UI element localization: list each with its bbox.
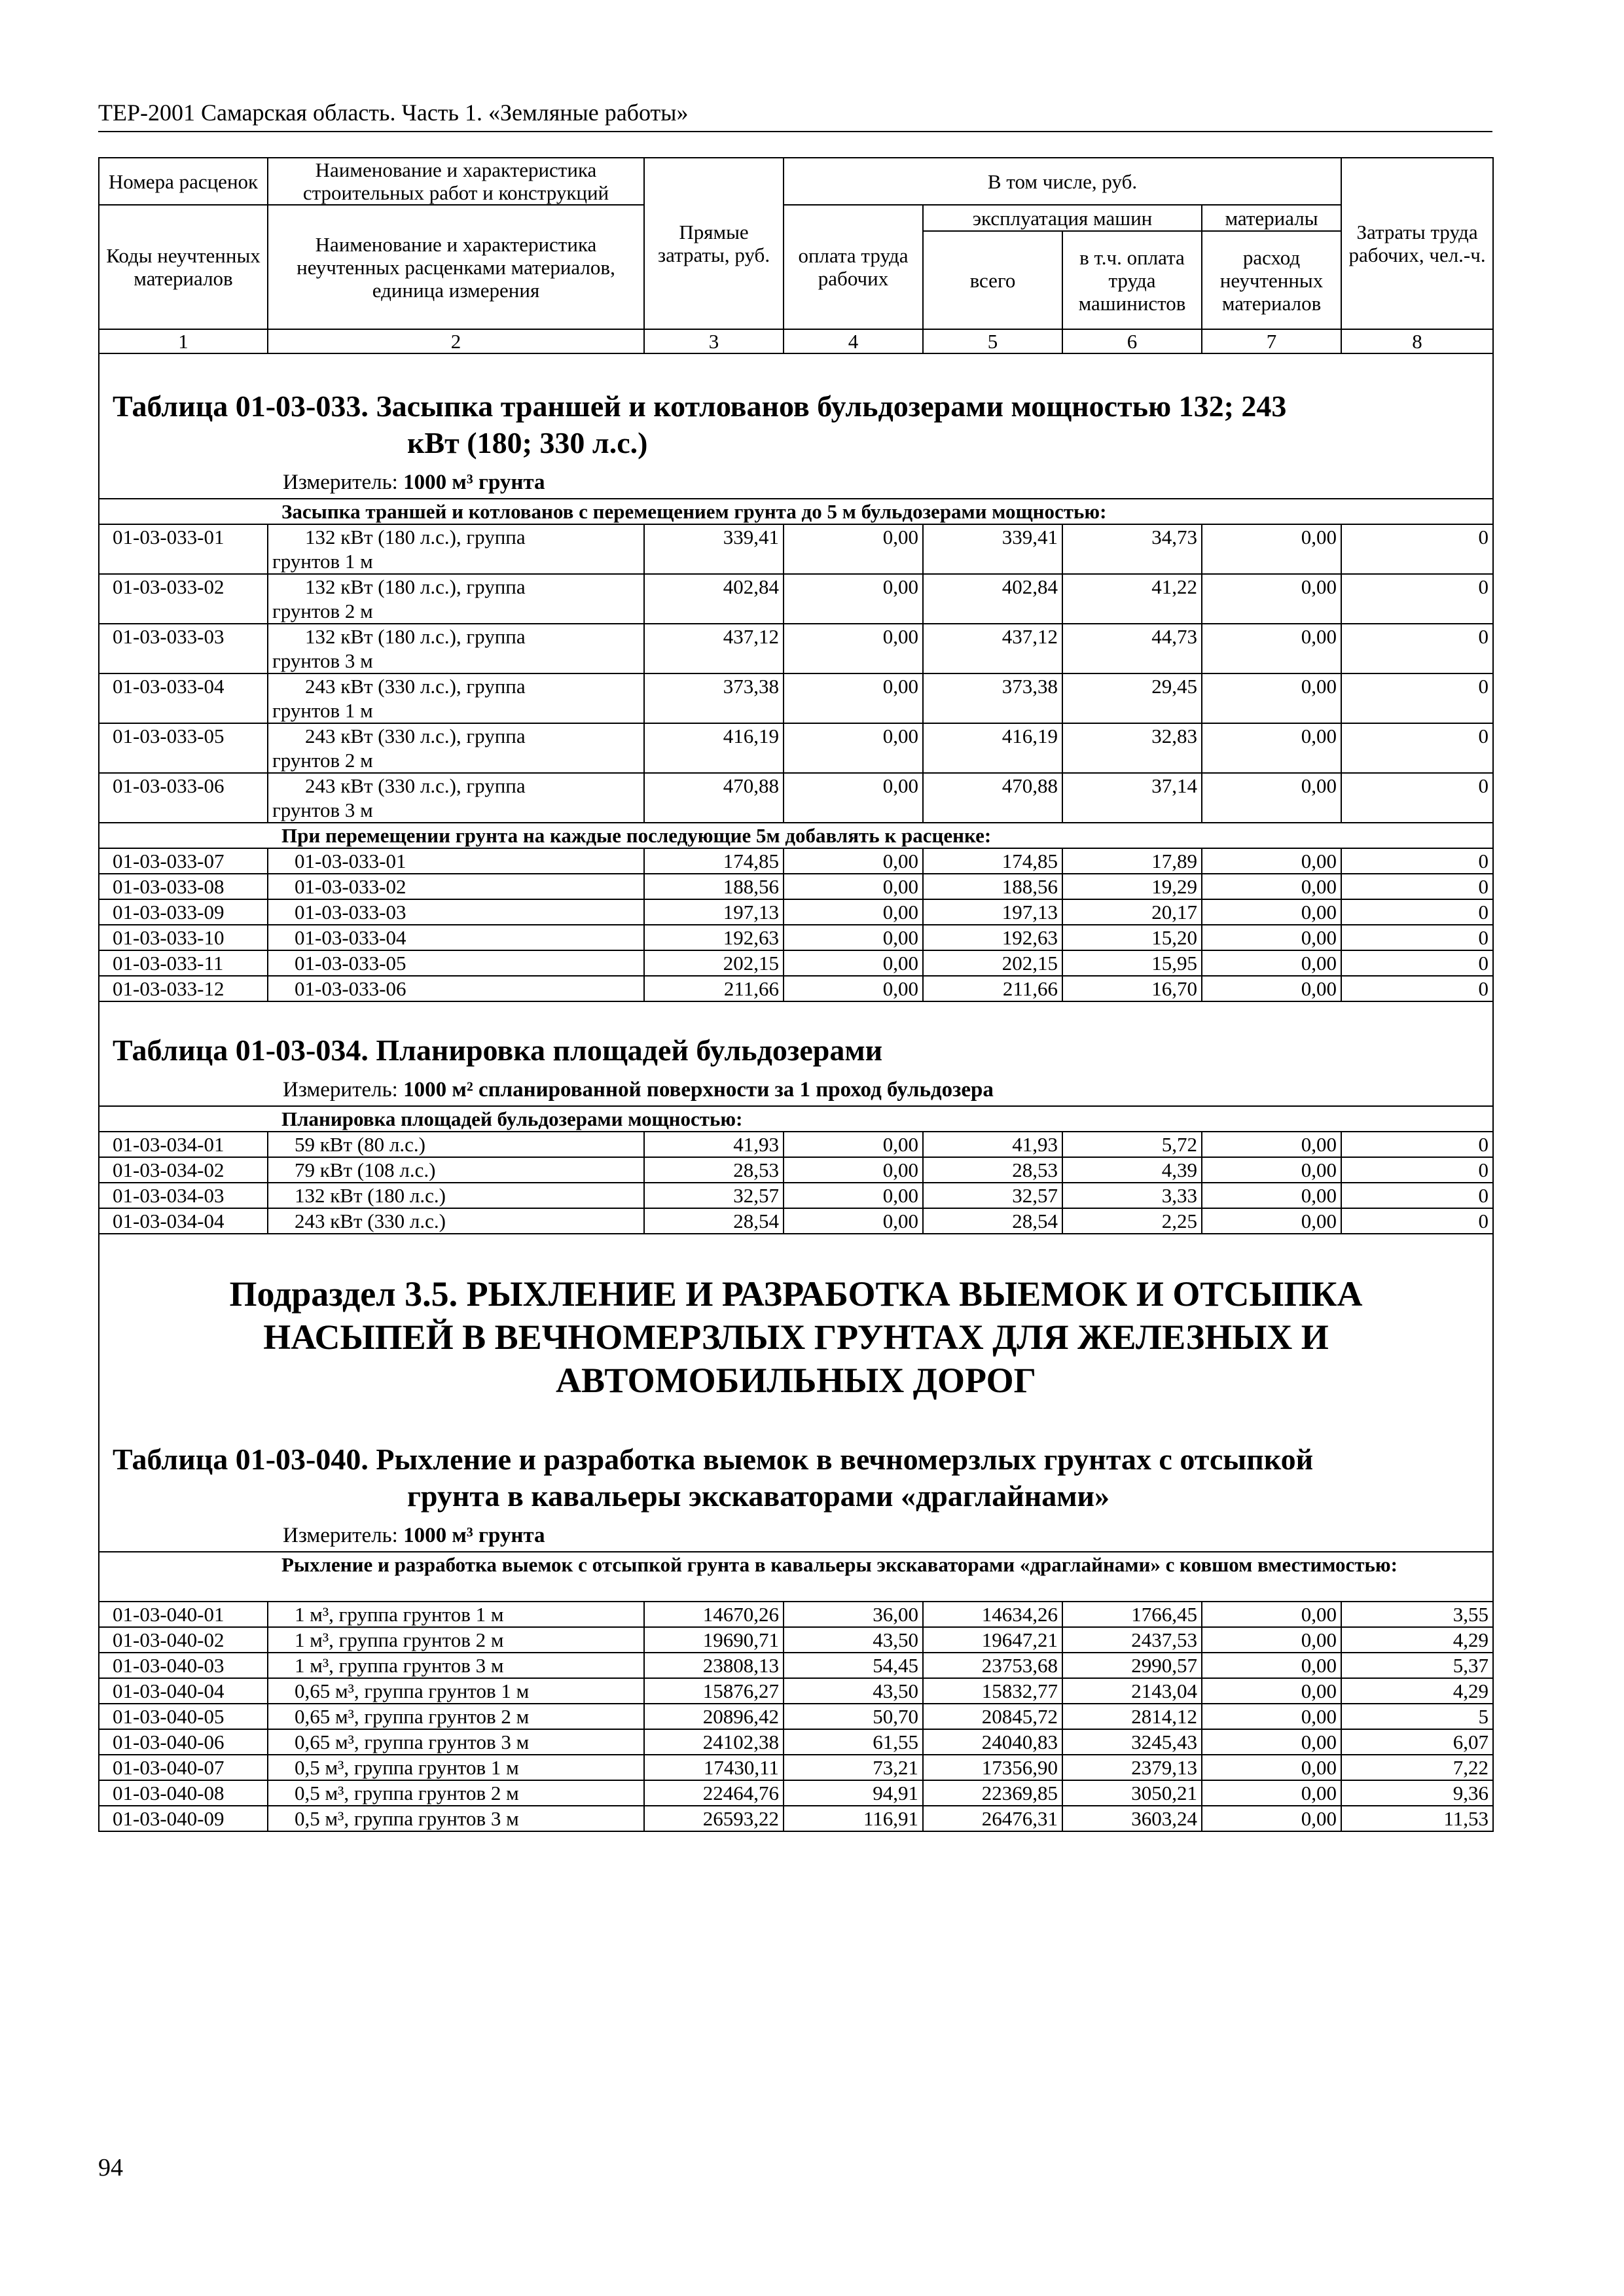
rate-name-line: 243 кВт (330 л.с.), группа <box>305 774 526 797</box>
labor-hours: 0 <box>1341 723 1493 773</box>
operator-pay: 2,25 <box>1062 1208 1202 1234</box>
rate-code: 01-03-033-07 <box>99 848 268 874</box>
table-033-group-2: При перемещении грунта на каждые последующие 5м добавлять к расценке: <box>99 823 1493 848</box>
machines-total: 14634,26 <box>923 1602 1062 1627</box>
machines-total: 470,88 <box>923 773 1062 823</box>
worker-pay: 0,00 <box>784 899 923 925</box>
table-034-heading <box>99 1001 1493 1106</box>
rate-name <box>268 723 644 773</box>
labor-hours: 5 <box>1341 1704 1493 1729</box>
rate-name: 01-03-033-05 <box>268 950 644 976</box>
material-usage: 0,00 <box>1202 899 1341 925</box>
machines-total: 26476,31 <box>923 1806 1062 1831</box>
table-row <box>99 1653 1493 1678</box>
rate-name-line: 132 кВт (180 л.с.), группа <box>305 575 526 598</box>
machines-total: 23753,68 <box>923 1653 1062 1678</box>
rate-code: 01-03-034-04 <box>99 1208 268 1234</box>
direct-costs: 26593,22 <box>644 1806 784 1831</box>
col-header-work-name: Наименование и характеристика строительных работ и конструкций <box>268 158 644 205</box>
labor-hours: 0 <box>1341 950 1493 976</box>
machines-total: 24040,83 <box>923 1729 1062 1755</box>
table-row <box>99 574 1493 624</box>
worker-pay: 0,00 <box>784 1132 923 1157</box>
rate-name: 0,65 м³, группа грунтов 2 м <box>268 1704 644 1729</box>
rate-name: 01-03-033-06 <box>268 976 644 1001</box>
col-header-material-usage: расход неучтенных материалов <box>1202 231 1341 329</box>
col-number: 8 <box>1341 329 1493 353</box>
table-row <box>99 1157 1493 1183</box>
table-row <box>99 1627 1493 1653</box>
worker-pay: 94,91 <box>784 1780 923 1806</box>
operator-pay: 2990,57 <box>1062 1653 1202 1678</box>
machines-total: 197,13 <box>923 899 1062 925</box>
table-034-group: Планировка площадей бульдозерами мощностью: <box>99 1106 1493 1132</box>
direct-costs: 416,19 <box>644 723 784 773</box>
col-header-including: В том числе, руб. <box>784 158 1341 205</box>
worker-pay: 0,00 <box>784 773 923 823</box>
material-usage: 0,00 <box>1202 1729 1341 1755</box>
machines-total: 174,85 <box>923 848 1062 874</box>
material-usage: 0,00 <box>1202 874 1341 899</box>
direct-costs: 188,56 <box>644 874 784 899</box>
direct-costs: 32,57 <box>644 1183 784 1208</box>
direct-costs: 174,85 <box>644 848 784 874</box>
col-header-material-names: Наименование и характеристика неучтенных расценками материалов, единица измерения <box>268 205 644 329</box>
labor-hours: 4,29 <box>1341 1678 1493 1704</box>
subsection-heading <box>99 1234 1493 1552</box>
labor-hours: 9,36 <box>1341 1780 1493 1806</box>
material-usage: 0,00 <box>1202 925 1341 950</box>
material-usage: 0,00 <box>1202 723 1341 773</box>
rate-code: 01-03-033-06 <box>99 773 268 823</box>
material-usage: 0,00 <box>1202 976 1341 1001</box>
rate-code: 01-03-033-05 <box>99 723 268 773</box>
rate-name: 0,5 м³, группа грунтов 3 м <box>268 1806 644 1831</box>
rate-code: 01-03-033-11 <box>99 950 268 976</box>
material-usage: 0,00 <box>1202 1183 1341 1208</box>
rate-code: 01-03-033-08 <box>99 874 268 899</box>
rate-code: 01-03-033-10 <box>99 925 268 950</box>
machines-total: 17356,90 <box>923 1755 1062 1780</box>
rate-name-line: грунтов 2 м <box>272 749 373 772</box>
operator-pay: 19,29 <box>1062 874 1202 899</box>
operator-pay: 1766,45 <box>1062 1602 1202 1627</box>
rate-name: 243 кВт (330 л.с.) <box>268 1208 644 1234</box>
col-number: 3 <box>644 329 784 353</box>
table-row <box>99 925 1493 950</box>
operator-pay: 3,33 <box>1062 1183 1202 1208</box>
rate-code: 01-03-040-09 <box>99 1806 268 1831</box>
rate-name: 79 кВт (108 л.с.) <box>268 1157 644 1183</box>
direct-costs: 15876,27 <box>644 1678 784 1704</box>
col-header-direct-costs: Прямые затраты, руб. <box>644 158 784 329</box>
rate-name-line: грунтов 1 м <box>272 699 373 722</box>
material-usage: 0,00 <box>1202 1678 1341 1704</box>
table-040-group: Рыхление и разработка выемок с отсыпкой грунта в кавальеры экскаваторами «драглайнами» с ковшом вместимостью: <box>99 1552 1493 1602</box>
worker-pay: 0,00 <box>784 673 923 723</box>
table-row <box>99 899 1493 925</box>
worker-pay: 0,00 <box>784 874 923 899</box>
table-row <box>99 773 1493 823</box>
rate-code: 01-03-033-03 <box>99 624 268 673</box>
operator-pay: 20,17 <box>1062 899 1202 925</box>
direct-costs: 23808,13 <box>644 1653 784 1678</box>
labor-hours: 0 <box>1341 1208 1493 1234</box>
machines-total: 211,66 <box>923 976 1062 1001</box>
worker-pay: 0,00 <box>784 950 923 976</box>
rate-name: 1 м³, группа грунтов 3 м <box>268 1653 644 1678</box>
col-number: 7 <box>1202 329 1341 353</box>
table-row <box>99 1780 1493 1806</box>
table-row <box>99 524 1493 574</box>
direct-costs: 202,15 <box>644 950 784 976</box>
rate-name: 01-03-033-03 <box>268 899 644 925</box>
rate-name: 0,65 м³, группа грунтов 3 м <box>268 1729 644 1755</box>
rate-name: 01-03-033-02 <box>268 874 644 899</box>
operator-pay: 2437,53 <box>1062 1627 1202 1653</box>
labor-hours: 0 <box>1341 574 1493 624</box>
material-usage: 0,00 <box>1202 1755 1341 1780</box>
running-header: ТЕР-2001 Самарская область. Часть 1. «Земляные работы» <box>98 98 1492 132</box>
direct-costs: 24102,38 <box>644 1729 784 1755</box>
rate-name <box>268 624 644 673</box>
subsection-title-line: НАСЫПЕЙ В ВЕЧНОМЕРЗЛЫХ ГРУНТАХ ДЛЯ ЖЕЛЕЗНЫХ И <box>263 1318 1329 1357</box>
direct-costs: 28,53 <box>644 1157 784 1183</box>
labor-hours: 6,07 <box>1341 1729 1493 1755</box>
rate-name-line: грунтов 3 м <box>272 649 373 672</box>
rate-name <box>268 673 644 723</box>
operator-pay: 15,95 <box>1062 950 1202 976</box>
operator-pay: 5,72 <box>1062 1132 1202 1157</box>
direct-costs: 373,38 <box>644 673 784 723</box>
table-033-heading <box>99 353 1493 499</box>
table-033-title-cont: кВт (180; 330 л.с.) <box>407 426 648 459</box>
labor-hours: 0 <box>1341 1132 1493 1157</box>
rate-code: 01-03-040-07 <box>99 1755 268 1780</box>
material-usage: 0,00 <box>1202 773 1341 823</box>
worker-pay: 43,50 <box>784 1627 923 1653</box>
worker-pay: 43,50 <box>784 1678 923 1704</box>
col-header-labor-hours: Затраты труда рабочих, чел.-ч. <box>1341 158 1493 329</box>
rate-code: 01-03-034-01 <box>99 1132 268 1157</box>
labor-hours: 0 <box>1341 976 1493 1001</box>
col-header-materials: материалы <box>1202 205 1341 231</box>
machines-total: 28,53 <box>923 1157 1062 1183</box>
operator-pay: 44,73 <box>1062 624 1202 673</box>
rate-name-line: грунтов 2 м <box>272 600 373 622</box>
material-usage: 0,00 <box>1202 1704 1341 1729</box>
rate-code: 01-03-040-06 <box>99 1729 268 1755</box>
direct-costs: 339,41 <box>644 524 784 574</box>
labor-hours: 0 <box>1341 673 1493 723</box>
material-usage: 0,00 <box>1202 950 1341 976</box>
operator-pay: 15,20 <box>1062 925 1202 950</box>
labor-hours: 0 <box>1341 848 1493 874</box>
operator-pay: 41,22 <box>1062 574 1202 624</box>
table-row <box>99 1602 1493 1627</box>
operator-pay: 3603,24 <box>1062 1806 1202 1831</box>
material-usage: 0,00 <box>1202 1208 1341 1234</box>
operator-pay: 17,89 <box>1062 848 1202 874</box>
rate-code: 01-03-033-12 <box>99 976 268 1001</box>
machines-total: 20845,72 <box>923 1704 1062 1729</box>
rate-name-line: грунтов 1 м <box>272 550 373 573</box>
table-row <box>99 673 1493 723</box>
table-row <box>99 874 1493 899</box>
table-034-title: Таблица 01-03-034. Планировка площадей бульдозерами <box>113 1033 883 1067</box>
table-row <box>99 976 1493 1001</box>
col-number: 5 <box>923 329 1062 353</box>
rate-name: 1 м³, группа грунтов 2 м <box>268 1627 644 1653</box>
table-row <box>99 624 1493 673</box>
worker-pay: 0,00 <box>784 723 923 773</box>
labor-hours: 0 <box>1341 624 1493 673</box>
col-number: 4 <box>784 329 923 353</box>
material-usage: 0,00 <box>1202 1132 1341 1157</box>
price-table <box>98 157 1494 1832</box>
labor-hours: 5,37 <box>1341 1653 1493 1678</box>
col-header-rate-number: Номера расценок <box>99 158 268 205</box>
machines-total: 188,56 <box>923 874 1062 899</box>
table-034-measure: Измеритель: 1000 м² спланированной поверхности за 1 проход бульдозера <box>283 1078 994 1102</box>
labor-hours: 0 <box>1341 524 1493 574</box>
rate-name-line: 132 кВт (180 л.с.), группа <box>305 625 526 648</box>
operator-pay: 32,83 <box>1062 723 1202 773</box>
operator-pay: 16,70 <box>1062 976 1202 1001</box>
table-033-group-1: Засыпка траншей и котлованов с перемещением грунта до 5 м бульдозерами мощностью: <box>99 499 1493 524</box>
rate-code: 01-03-034-03 <box>99 1183 268 1208</box>
operator-pay: 37,14 <box>1062 773 1202 823</box>
direct-costs: 41,93 <box>644 1132 784 1157</box>
direct-costs: 470,88 <box>644 773 784 823</box>
material-usage: 0,00 <box>1202 848 1341 874</box>
worker-pay: 61,55 <box>784 1729 923 1755</box>
rate-name-line: 243 кВт (330 л.с.), группа <box>305 725 526 747</box>
rate-name <box>268 773 644 823</box>
worker-pay: 0,00 <box>784 524 923 574</box>
worker-pay: 50,70 <box>784 1704 923 1729</box>
rate-code: 01-03-040-03 <box>99 1653 268 1678</box>
machines-total: 22369,85 <box>923 1780 1062 1806</box>
material-usage: 0,00 <box>1202 1602 1341 1627</box>
operator-pay: 3050,21 <box>1062 1780 1202 1806</box>
rate-name: 1 м³, группа грунтов 1 м <box>268 1602 644 1627</box>
rate-name: 0,65 м³, группа грунтов 1 м <box>268 1678 644 1704</box>
worker-pay: 36,00 <box>784 1602 923 1627</box>
worker-pay: 54,45 <box>784 1653 923 1678</box>
machines-total: 339,41 <box>923 524 1062 574</box>
col-header-operator-pay: в т.ч. оплата труда машинистов <box>1062 231 1202 329</box>
labor-hours: 0 <box>1341 874 1493 899</box>
worker-pay: 0,00 <box>784 574 923 624</box>
worker-pay: 0,00 <box>784 848 923 874</box>
machines-total: 32,57 <box>923 1183 1062 1208</box>
worker-pay: 0,00 <box>784 976 923 1001</box>
machines-total: 402,84 <box>923 574 1062 624</box>
operator-pay: 2814,12 <box>1062 1704 1202 1729</box>
rate-code: 01-03-033-04 <box>99 673 268 723</box>
table-row <box>99 1704 1493 1729</box>
rate-name: 0,5 м³, группа грунтов 2 м <box>268 1780 644 1806</box>
material-usage: 0,00 <box>1202 1157 1341 1183</box>
subsection-title-line: АВТОМОБИЛЬНЫХ ДОРОГ <box>556 1361 1036 1400</box>
operator-pay: 34,73 <box>1062 524 1202 574</box>
col-header-material-codes: Коды неучтенных материалов <box>99 205 268 329</box>
labor-hours: 3,55 <box>1341 1602 1493 1627</box>
table-040-title: Таблица 01-03-040. Рыхление и разработка выемок в вечномерзлых грунтах с отсыпкой <box>113 1443 1314 1476</box>
table-row <box>99 1678 1493 1704</box>
table-row <box>99 1183 1493 1208</box>
labor-hours: 4,29 <box>1341 1627 1493 1653</box>
table-row <box>99 1755 1493 1780</box>
rate-code: 01-03-040-05 <box>99 1704 268 1729</box>
material-usage: 0,00 <box>1202 1780 1341 1806</box>
material-usage: 0,00 <box>1202 524 1341 574</box>
rate-name: 01-03-033-04 <box>268 925 644 950</box>
rate-name <box>268 524 644 574</box>
material-usage: 0,00 <box>1202 1653 1341 1678</box>
rate-code: 01-03-040-01 <box>99 1602 268 1627</box>
col-number: 6 <box>1062 329 1202 353</box>
rate-code: 01-03-040-08 <box>99 1780 268 1806</box>
direct-costs: 19690,71 <box>644 1627 784 1653</box>
table-row <box>99 1806 1493 1831</box>
material-usage: 0,00 <box>1202 574 1341 624</box>
labor-hours: 0 <box>1341 925 1493 950</box>
rate-code: 01-03-040-04 <box>99 1678 268 1704</box>
page-number: 94 <box>98 2154 123 2181</box>
rate-name: 59 кВт (80 л.с.) <box>268 1132 644 1157</box>
rate-code: 01-03-033-02 <box>99 574 268 624</box>
labor-hours: 0 <box>1341 773 1493 823</box>
col-header-machines: эксплуатация машин <box>923 205 1202 231</box>
col-header-machines-total: всего <box>923 231 1062 329</box>
worker-pay: 73,21 <box>784 1755 923 1780</box>
col-number: 1 <box>99 329 268 353</box>
rate-name-line: 132 кВт (180 л.с.), группа <box>305 526 526 548</box>
table-row <box>99 1208 1493 1234</box>
labor-hours: 11,53 <box>1341 1806 1493 1831</box>
rate-code: 01-03-034-02 <box>99 1157 268 1183</box>
material-usage: 0,00 <box>1202 1806 1341 1831</box>
machines-total: 373,38 <box>923 673 1062 723</box>
table-row <box>99 950 1493 976</box>
direct-costs: 211,66 <box>644 976 784 1001</box>
col-header-worker-pay: оплата труда рабочих <box>784 205 923 329</box>
machines-total: 437,12 <box>923 624 1062 673</box>
table-040-title-cont: грунта в кавальеры экскаваторами «драглайнами» <box>407 1479 1110 1513</box>
worker-pay: 116,91 <box>784 1806 923 1831</box>
rate-name-line: грунтов 3 м <box>272 798 373 821</box>
labor-hours: 7,22 <box>1341 1755 1493 1780</box>
rate-name <box>268 574 644 624</box>
worker-pay: 0,00 <box>784 624 923 673</box>
machines-total: 15832,77 <box>923 1678 1062 1704</box>
direct-costs: 28,54 <box>644 1208 784 1234</box>
rate-name: 132 кВт (180 л.с.) <box>268 1183 644 1208</box>
worker-pay: 0,00 <box>784 1183 923 1208</box>
worker-pay: 0,00 <box>784 1157 923 1183</box>
direct-costs: 20896,42 <box>644 1704 784 1729</box>
labor-hours: 0 <box>1341 1157 1493 1183</box>
machines-total: 19647,21 <box>923 1627 1062 1653</box>
machines-total: 192,63 <box>923 925 1062 950</box>
table-040-measure: Измеритель: 1000 м³ грунта <box>283 1524 545 1547</box>
operator-pay: 3245,43 <box>1062 1729 1202 1755</box>
machines-total: 41,93 <box>923 1132 1062 1157</box>
material-usage: 0,00 <box>1202 673 1341 723</box>
direct-costs: 17430,11 <box>644 1755 784 1780</box>
rate-code: 01-03-033-09 <box>99 899 268 925</box>
rate-name: 0,5 м³, группа грунтов 1 м <box>268 1755 644 1780</box>
table-row <box>99 848 1493 874</box>
direct-costs: 22464,76 <box>644 1780 784 1806</box>
material-usage: 0,00 <box>1202 624 1341 673</box>
operator-pay: 2143,04 <box>1062 1678 1202 1704</box>
direct-costs: 192,63 <box>644 925 784 950</box>
rate-code: 01-03-040-02 <box>99 1627 268 1653</box>
table-row <box>99 1132 1493 1157</box>
machines-total: 416,19 <box>923 723 1062 773</box>
direct-costs: 437,12 <box>644 624 784 673</box>
operator-pay: 29,45 <box>1062 673 1202 723</box>
labor-hours: 0 <box>1341 1183 1493 1208</box>
worker-pay: 0,00 <box>784 1208 923 1234</box>
table-row <box>99 1729 1493 1755</box>
rate-code: 01-03-033-01 <box>99 524 268 574</box>
rate-name: 01-03-033-01 <box>268 848 644 874</box>
operator-pay: 2379,13 <box>1062 1755 1202 1780</box>
machines-total: 28,54 <box>923 1208 1062 1234</box>
operator-pay: 4,39 <box>1062 1157 1202 1183</box>
rate-name-line: 243 кВт (330 л.с.), группа <box>305 675 526 698</box>
direct-costs: 14670,26 <box>644 1602 784 1627</box>
subsection-title-line: Подраздел 3.5. РЫХЛЕНИЕ И РАЗРАБОТКА ВЫЕМОК И ОТСЫПКА <box>229 1274 1363 1314</box>
material-usage: 0,00 <box>1202 1627 1341 1653</box>
machines-total: 202,15 <box>923 950 1062 976</box>
labor-hours: 0 <box>1341 899 1493 925</box>
direct-costs: 197,13 <box>644 899 784 925</box>
table-033-title: Таблица 01-03-033. Засыпка траншей и котлованов бульдозерами мощностью 132; 243 <box>113 389 1287 423</box>
worker-pay: 0,00 <box>784 925 923 950</box>
direct-costs: 402,84 <box>644 574 784 624</box>
table-row <box>99 723 1493 773</box>
col-number: 2 <box>268 329 644 353</box>
table-033-measure: Измеритель: 1000 м³ грунта <box>283 471 545 494</box>
